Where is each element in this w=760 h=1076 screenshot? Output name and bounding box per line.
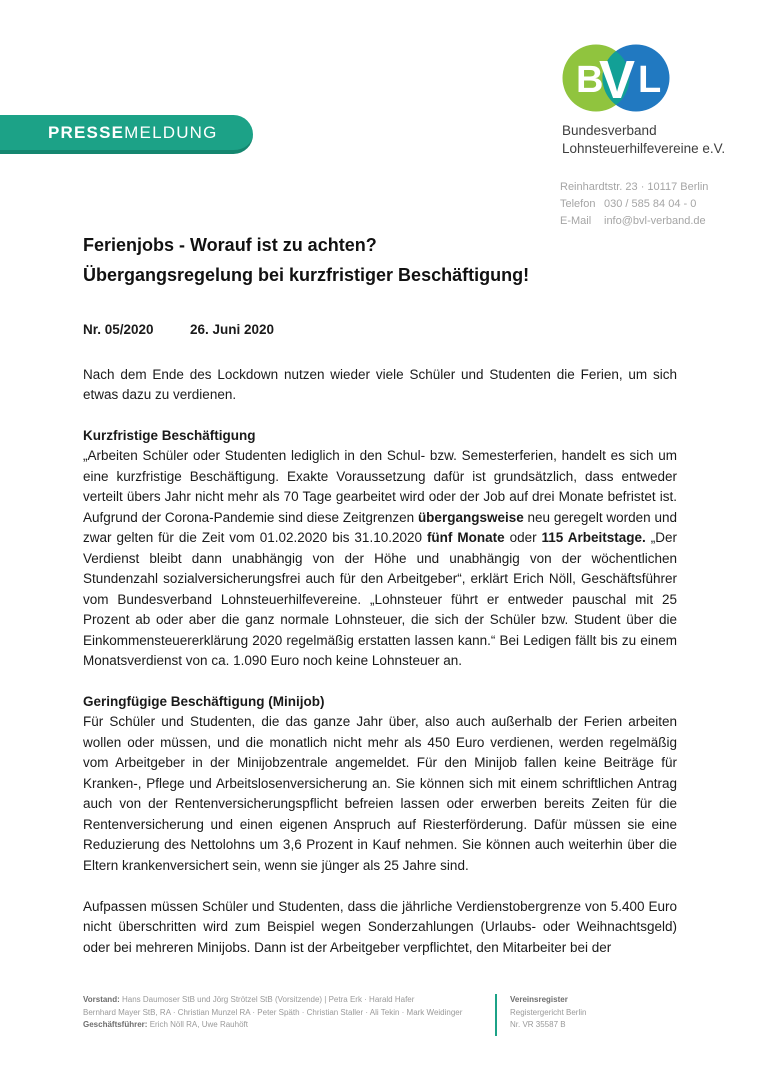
footer-divider (495, 994, 497, 1036)
paragraph-minijob-2: Aufpassen müssen Schüler und Studenten, dass die jährliche Verdienstobergrenze von 5.400 Euro nicht überschritten wird zum Beispiel wegen Sonderzahlungen (Urlaubs- oder Weihnachtsgeld) oder bei mehreren Minijobs. Dann ist der Arbeitgeber verpflichtet, den Mitarbeiter bei der (83, 898, 677, 955)
logo-letter-b: B (576, 59, 604, 101)
logo-letter-v: V (599, 50, 636, 110)
section-heading-kurzfristig: Kurzfristige Beschäftigung (83, 427, 256, 443)
footer-board-label: Vorstand: (83, 995, 120, 1004)
footer-board-line2: Bernhard Mayer StB, RA · Christian Munzel RA · Peter Späth · Christian Staller · Ali Tekin · Mark Weidinger (83, 1007, 463, 1017)
footer-register-number: Nr. VR 35587 B (510, 1020, 566, 1029)
contact-address: Reinhardtstr. 23 · 10117 Berlin (560, 181, 709, 193)
contact-block (560, 179, 708, 230)
contact-phone-row (560, 196, 708, 213)
logo-letter-l: L (638, 59, 662, 101)
title-line1: Ferienjobs - Worauf ist zu achten? (83, 235, 377, 255)
contact-email-value: info@bvl-verband.de (604, 215, 706, 227)
org-line2: Lohnsteuerhilfevereine e.V. (562, 141, 726, 156)
page-title (83, 230, 677, 290)
footer-register-title: Vereinsregister (510, 995, 568, 1004)
footer (83, 994, 677, 1036)
pressemeldung-banner (0, 115, 253, 154)
footer-register-court: Registergericht Berlin (510, 1007, 587, 1017)
footer-board-line1 (83, 994, 489, 1007)
title-line2: Übergangsregelung bei kurzfristiger Beschäftigung! (83, 265, 530, 285)
footer-md-label: Geschäftsführer: (83, 1020, 148, 1029)
banner-label-bold: PRESSE (48, 122, 125, 142)
release-meta (83, 320, 677, 341)
footer-board-names1: Hans Daumoser StB und Jörg Strötzel StB (Vorsitzende) | Petra Erk · Harald Hafer (121, 995, 415, 1004)
footer-board-block (83, 994, 489, 1036)
org-line1: Bundesverband (562, 123, 657, 138)
footer-md-line (83, 1019, 489, 1032)
section-heading-minijob: Geringfügige Beschäftigung (Minijob) (83, 693, 325, 709)
organisation-name (562, 122, 725, 158)
bvl-logo-icon (562, 40, 670, 116)
contact-email-label: E-Mail (560, 215, 592, 227)
contact-phone-value: 030 / 585 84 04 - 0 (604, 198, 697, 210)
paragraph-kurzfristig: „Arbeiten Schüler oder Studenten lediglich in den Schul- bzw. Semesterferien, handelt es sich um eine kurzfristige Beschäftigung. Exakte Voraussetzung dafür ist grundsätzlich, dass entweder verteilt übers Jahr nicht mehr als 70 Tage gearbeitet wird oder der Job auf drei Monate befristet ist. Aufgrund der Corona-Pandemie sind diese Zeitgrenzen übergangsweise neu geregelt worden und zwar gelten für die Zeit vom 01.02.2020 bis 31.10.2020 fünf Monate oder 115 Arbeitstage. „Der Verdienst bleibt dann unabhängig von der Höhe und unabhängig von der wöchentlichen Stundenzahl sozialversicherungsfrei auch für den Arbeitgeber“, erklärt Erich Nöll, Geschäftsführer vom Bundesverband Lohnsteuerhilfevereine. „Lohnsteuer führt er entweder pauschal mit 25 Prozent ab oder aber die ganz normale Lohnsteuer, die sich der Schüler bzw. Student über die Einkommensteuererklärung 2020 regelmäßig erstatten lassen kann.“ Bei Ledigen fällt bis zu einem Monatsverdienst von ca. 1.090 Euro noch keine Lohnsteuer an. (83, 448, 677, 668)
article (83, 230, 677, 958)
intro-paragraph: Nach dem Ende des Lockdown nutzen wieder viele Schüler und Studenten die Ferien, um sich etwas dazu zu verdienen. (83, 366, 677, 402)
footer-md-names: Erich Nöll RA, Uwe Rauhöft (149, 1020, 248, 1029)
release-number: Nr. 05/2020 (83, 322, 154, 337)
contact-phone-label: Telefon (560, 198, 596, 210)
paragraph-minijob-1: Für Schüler und Studenten, die das ganze Jahr über, also auch außerhalb der Ferien arbeiten wollen oder müssen, und die monatlich nicht mehr als 450 Euro verdienen, werden regelmäßig vom Arbeitgeber in der Minijobzentrale angemeldet. Für den Minijob fallen keine Beiträge für Kranken-, Pflege und Arbeitslosenversicherung an. Sie können sich mit einem schriftlichen Antrag auch von der Rentenversicherungspflicht befreien lassen oder erwerben bereits Zeiten für die Rentenversicherung und einen eigenen Anspruch auf Riesterförderung. Dafür müssen sie eine Reduzierung des Nettolohns um 3,6 Prozent in Kauf nehmen. Sie können auch weiterhin über die Eltern krankenversichert sein, wenn sie jünger als 25 Jahre sind. (83, 714, 677, 873)
banner-label (48, 123, 218, 143)
release-date: 26. Juni 2020 (190, 322, 275, 337)
banner-label-regular: MELDUNG (124, 122, 218, 142)
footer-register-block (510, 994, 586, 1036)
contact-email-row (560, 213, 708, 230)
